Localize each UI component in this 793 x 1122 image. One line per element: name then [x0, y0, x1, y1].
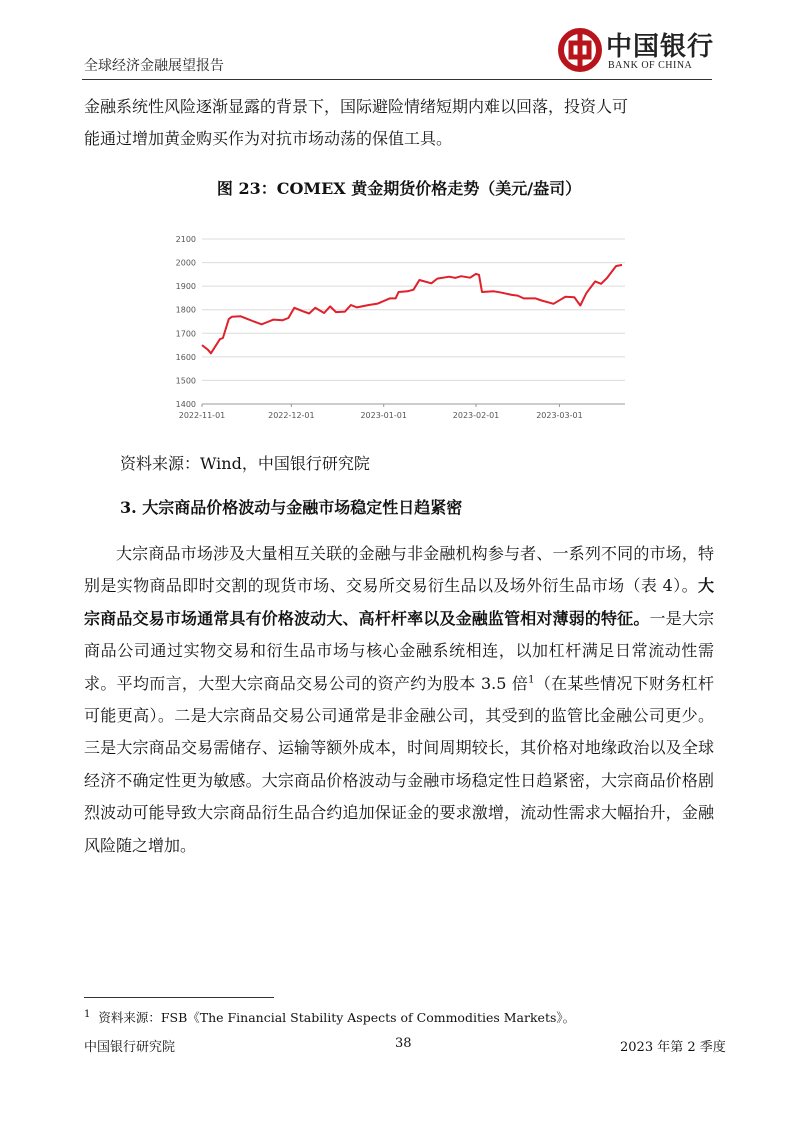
- bank-logo: [558, 24, 718, 76]
- body-paragraph: [84, 538, 714, 862]
- report-title: 全球经济金融展望报告: [84, 58, 224, 74]
- footnote-divider: [84, 997, 274, 998]
- footnote-number: 1: [84, 1008, 91, 1020]
- gold-futures-line-chart: [170, 228, 630, 428]
- footnote-ref[interactable]: 1: [528, 674, 535, 686]
- x-tick-label: 2022-11-01: [178, 411, 226, 420]
- footnote: [84, 1008, 575, 1026]
- footer-institute: 中国银行研究院: [84, 1040, 176, 1055]
- intro-line: 金融系统性风险逐渐显露的背景下，国际避险情绪短期内难以回落，投资人可: [84, 97, 629, 116]
- footnote-text: 资料来源：FSB《The Financial Stability Aspects of Commodities Markets》。: [98, 1010, 576, 1025]
- bank-of-china-emblem-icon: [558, 28, 602, 72]
- y-tick-label: 1900: [175, 282, 196, 292]
- series-line: [202, 265, 622, 353]
- x-tick-label: 2023-03-01: [536, 411, 583, 420]
- x-tick-label: 2023-02-01: [452, 411, 500, 420]
- figure-source: 资料来源：Wind，中国银行研究院: [120, 454, 370, 473]
- y-tick-label: 2000: [175, 258, 196, 268]
- body-text-part: 一是大宗商品公司通过实物交易和衍生品市场与核心金融系统相连，以加杠杆满足日常流动性需求。平均而言，大型大宗商品交易公司的资产约为股本 3.5 倍: [84, 608, 714, 693]
- y-tick-label: 1600: [175, 352, 196, 362]
- y-tick-label: 1800: [175, 305, 196, 315]
- y-tick-label: 2100: [175, 235, 196, 244]
- section-heading: 3. 大宗商品价格波动与金融市场稳定性日趋紧密: [120, 498, 463, 517]
- y-tick-label: 1500: [175, 376, 196, 386]
- y-tick-label: 1700: [175, 329, 196, 339]
- y-tick-label: 1400: [175, 400, 196, 409]
- x-tick-label: 2022-12-01: [268, 411, 315, 420]
- figure-title: 图 23：COMEX 黄金期货价格走势（美元/盎司）: [216, 179, 582, 198]
- x-tick-label: 2023-01-01: [360, 411, 407, 420]
- header-divider: [82, 79, 712, 80]
- body-key-sentence: 大宗商品交易市场通常具有价格波动大、高杆杆率以及金融监管相对薄弱的特征。: [84, 576, 714, 628]
- logo-chinese-text: 中国银行: [606, 32, 715, 62]
- body-text-part: 大宗商品市场涉及大量相互关联的金融与非金融机构参与者、一系列不同的市场，特别是实物商品即时交割的现货市场、交易所交易衍生品以及场外衍生品市场（表 4）。: [84, 544, 714, 596]
- page-number: 38: [395, 1036, 412, 1051]
- body-text: [84, 538, 714, 862]
- logo-english-text: BANK OF CHINA: [608, 60, 693, 71]
- intro-line: 能通过增加黄金购买作为对抗市场动荡的保值工具。: [84, 129, 453, 148]
- intro-paragraph: [84, 91, 714, 155]
- body-text-part: （在某些情况下财务杠杆可能更高）。二是大宗商品交易公司通常是非金融公司，其受到的监管比金融公司更少。三是大宗商品交易需储存、运输等额外成本，时间周期较长，其价格对地缘政治以及全球经济不确定性更为敏感。大宗商品价格波动与金融市场稳定性日趋紧密，大宗商品价格剧烈波动可能导致大宗商品衍生品合约追加保证金的要求激增，流动性需求大幅抬升，金融风险随之增加。: [84, 673, 714, 855]
- footer-period: 2023 年第 2 季度: [620, 1040, 726, 1055]
